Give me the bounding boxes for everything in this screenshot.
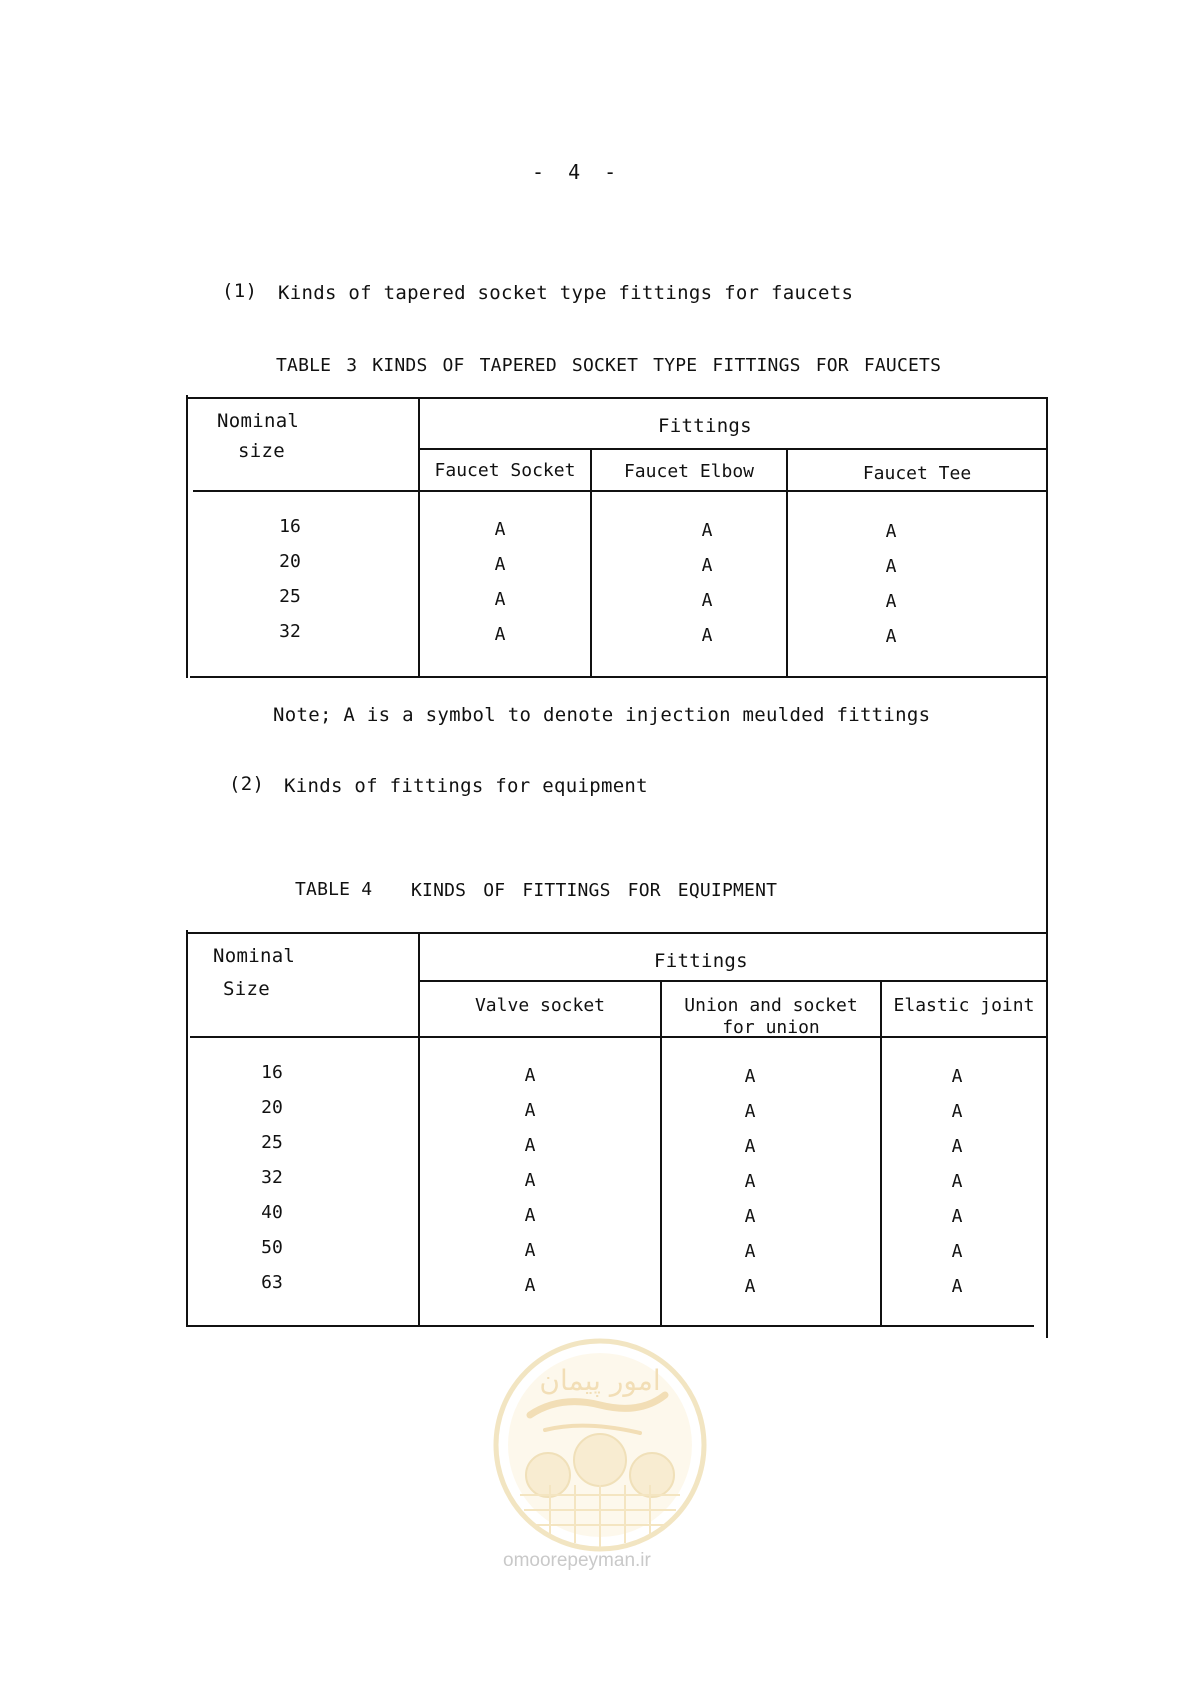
watermark-logo-text: امور پیمان — [539, 1364, 661, 1397]
table-3-size-header: size — [238, 440, 285, 462]
table-3-value-cell: A — [701, 555, 713, 576]
table-4-value-cell: A — [524, 1275, 536, 1296]
table-3-size-cell: 32 — [279, 621, 301, 642]
table-3-value-cell: A — [885, 626, 897, 647]
table-3-value-cell: A — [701, 590, 713, 611]
table-3-value-cell: A — [885, 556, 897, 577]
table-4-value-cell: A — [524, 1205, 536, 1226]
table-3-bottom-border — [190, 676, 1048, 678]
table-3-size-cell: 16 — [279, 516, 301, 537]
table-3-col-faucet-elbow: Faucet Elbow — [623, 461, 755, 482]
table-4-value-cell: A — [744, 1241, 756, 1262]
table-4-value-cell: A — [951, 1101, 963, 1122]
table-4-left-border — [186, 930, 188, 1327]
table-4-caption-label: TABLE 4 — [295, 879, 373, 900]
table-4-header-underline — [190, 1036, 1048, 1038]
table-3-value-cell: A — [701, 625, 713, 646]
table-4-col-valve-socket: Valve socket — [474, 995, 606, 1016]
table-4-value-cell: A — [951, 1276, 963, 1297]
table-4-size-cell: 50 — [261, 1237, 283, 1258]
table-3-header-underline — [193, 490, 1048, 492]
table-4-size-header: Size — [223, 978, 270, 1000]
table-3-col-faucet-socket: Faucet Socket — [434, 460, 576, 481]
table-3-value-cell: A — [701, 520, 713, 541]
table-4-size-cell: 63 — [261, 1272, 283, 1293]
table-4-size-cell: 16 — [261, 1062, 283, 1083]
table-4-col-union-socket-line2: for union — [722, 1017, 820, 1038]
table-4-value-cell: A — [744, 1066, 756, 1087]
table-4-value-cell: A — [951, 1066, 963, 1087]
table-3-size-cell: 20 — [279, 551, 301, 572]
table-4-value-cell: A — [951, 1241, 963, 1262]
table-3-divider-2 — [590, 448, 592, 678]
table-3-nominal-header: Nominal — [217, 410, 300, 432]
section-2-heading: Kinds of fittings for equipment — [284, 775, 648, 797]
table-4-value-cell: A — [524, 1240, 536, 1261]
table-4-value-cell: A — [744, 1101, 756, 1122]
table-4-size-cell: 32 — [261, 1167, 283, 1188]
table-3-value-cell: A — [494, 554, 506, 575]
table-4-value-cell: A — [524, 1170, 536, 1191]
section-2-number: (2) — [229, 773, 265, 795]
table-3-left-border — [186, 395, 188, 678]
table-3-value-cell: A — [885, 591, 897, 612]
table-4-value-cell: A — [524, 1065, 536, 1086]
table-3-value-cell: A — [885, 521, 897, 542]
table-4-divider-3 — [880, 980, 882, 1327]
page-right-rule — [1046, 397, 1048, 1338]
table-3-value-cell: A — [494, 519, 506, 540]
table-4-col-elastic-joint: Elastic joint — [893, 995, 1035, 1016]
table-3-caption: TABLE 3 KINDS OF TAPERED SOCKET TYPE FITTINGS FOR FAUCETS — [276, 355, 942, 376]
table-4-top-border — [186, 932, 1048, 934]
table-4-bottom-border — [186, 1325, 1034, 1327]
table-3-value-cell: A — [494, 589, 506, 610]
table-4-divider-1 — [418, 932, 420, 1327]
table-3-col-faucet-tee: Faucet Tee — [862, 463, 972, 484]
watermark-url: omoorepeyman.ir — [503, 1550, 651, 1571]
table-4-col-union-socket: Union and socket — [684, 995, 858, 1016]
table-4-value-cell: A — [951, 1136, 963, 1157]
table-3-top-border — [186, 397, 1048, 399]
table-3-note: Note; A is a symbol to denote injection meulded fittings — [273, 704, 931, 726]
page-number: - 4 - — [532, 160, 623, 184]
table-3-group-underline — [420, 448, 1048, 450]
table-4-caption-title: KINDS OF FITTINGS FOR EQUIPMENT — [411, 880, 778, 901]
table-3-size-cell: 25 — [279, 586, 301, 607]
table-4-value-cell: A — [951, 1171, 963, 1192]
table-4-size-cell: 40 — [261, 1202, 283, 1223]
watermark-logo — [490, 1335, 710, 1555]
table-4-size-cell: 20 — [261, 1097, 283, 1118]
table-4-group-underline — [420, 980, 1048, 982]
table-4-value-cell: A — [744, 1206, 756, 1227]
table-3-divider-1 — [418, 397, 420, 678]
table-4-value-cell: A — [744, 1136, 756, 1157]
table-4-size-cell: 25 — [261, 1132, 283, 1153]
table-3-value-cell: A — [494, 624, 506, 645]
section-1-number: (1) — [222, 280, 258, 302]
table-4-value-cell: A — [744, 1171, 756, 1192]
table-4-value-cell: A — [951, 1206, 963, 1227]
table-4-fittings-header: Fittings — [654, 950, 748, 972]
table-4-value-cell: A — [744, 1276, 756, 1297]
section-1-heading: Kinds of tapered socket type fittings for faucets — [278, 282, 854, 304]
table-4-nominal-header: Nominal — [213, 945, 296, 967]
table-4-value-cell: A — [524, 1135, 536, 1156]
table-3-fittings-header: Fittings — [658, 415, 752, 437]
table-4-value-cell: A — [524, 1100, 536, 1121]
